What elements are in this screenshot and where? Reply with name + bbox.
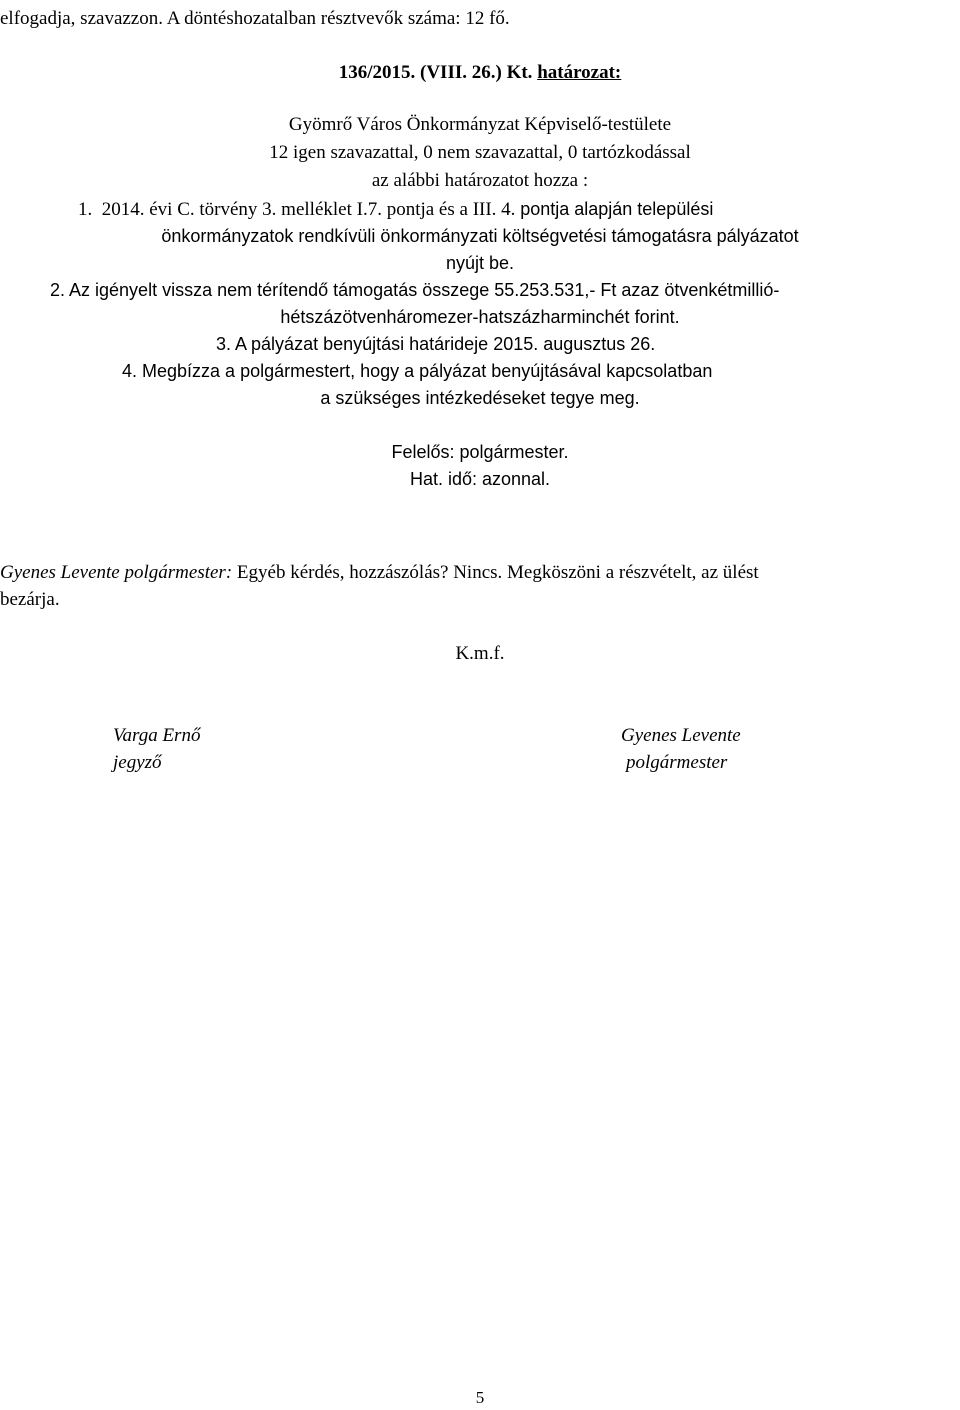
resolution-item-1 bbox=[78, 196, 713, 223]
item-1-continuation: pontja alapján települési bbox=[520, 199, 714, 219]
resolution-header bbox=[0, 60, 960, 86]
responsible-line: Felelős: polgármester. bbox=[391, 442, 569, 462]
decision-intro: az alábbi határozatot hozza : bbox=[371, 170, 589, 191]
signature-right-name: Gyenes Levente bbox=[621, 725, 741, 746]
resolution-item-4: 4. Megbízza a polgármestert, hogy a pályázat benyújtásával kapcsolatban bbox=[122, 361, 713, 381]
signature-left-name: Varga Ernő bbox=[113, 725, 201, 746]
deadline-line: Hat. idő: azonnal. bbox=[409, 469, 551, 489]
item-1-line-2: önkormányzatok rendkívüli önkormányzati költségvetési támogatásra pályázatot bbox=[161, 226, 799, 246]
signature-right-title: polgármester bbox=[626, 752, 728, 773]
closing-text: Egyéb kérdés, hozzászólás? Nincs. Megköszöni a részvételt, az ülést bbox=[232, 562, 759, 583]
item-1-line-3: nyújt be. bbox=[445, 253, 515, 273]
page-number: 5 bbox=[475, 1388, 485, 1407]
resolution-item-3: 3. A pályázat benyújtási határideje 2015. augusztus 26. bbox=[216, 334, 656, 354]
resolution-label: határozat: bbox=[537, 62, 622, 83]
item-1-law-reference: 2014. évi C. törvény 3. melléklet I.7. pontja és a III. 4. bbox=[101, 199, 516, 220]
vote-result: 12 igen szavazattal, 0 nem szavazattal, 0 tartózkodással bbox=[269, 142, 691, 163]
item-4-line-2: a szükséges intézkedéseket tegye meg. bbox=[320, 388, 640, 408]
signature-left-title: jegyző bbox=[113, 752, 162, 773]
closing-text-line-2: bezárja. bbox=[0, 589, 60, 610]
intro-line: elfogadja, szavazzon. A döntéshozatalban résztvevők száma: 12 fő. bbox=[0, 8, 510, 29]
closing-statement bbox=[0, 560, 759, 586]
item-2-line-2: hétszázötvenháromezer-hatszázharminchét forint. bbox=[280, 307, 680, 327]
item-1-number: 1. bbox=[78, 199, 93, 220]
resolution-number: 136/2015. (VIII. 26.) Kt. bbox=[338, 62, 533, 83]
council-name: Gyömrő Város Önkormányzat Képviselő-testülete bbox=[288, 114, 672, 135]
closing-speaker: Gyenes Levente polgármester: bbox=[0, 562, 233, 583]
kmf-line: K.m.f. bbox=[455, 643, 505, 664]
resolution-item-2: 2. Az igényelt vissza nem térítendő támogatás összege 55.253.531,- Ft azaz ötvenkétmillió- bbox=[50, 280, 780, 300]
